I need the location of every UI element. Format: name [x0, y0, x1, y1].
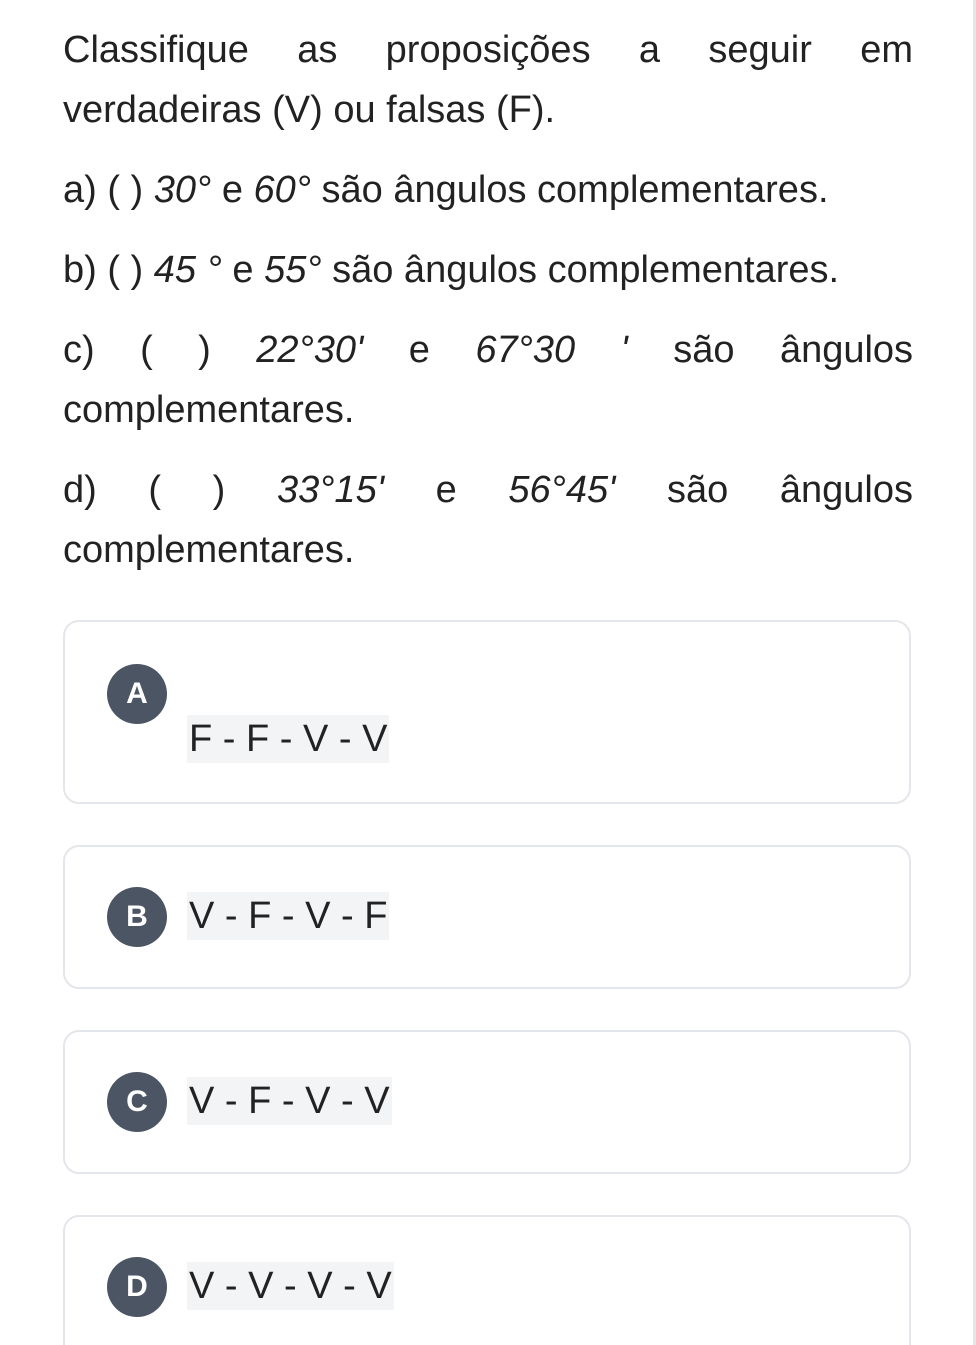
proposition-b-suffix: são ângulos complementares.: [332, 249, 840, 291]
option-text-a: F - F - V - V: [187, 715, 389, 763]
option-text-c: V - F - V - V: [187, 1077, 392, 1125]
proposition-a: [63, 160, 913, 220]
answer-option-c[interactable]: [63, 1030, 911, 1174]
question-title-line-1: Classifique as proposições a seguir em: [63, 29, 913, 71]
proposition-a-suffix: são ângulos complementares.: [321, 169, 829, 211]
proposition-b-prefix: b) ( ): [63, 249, 144, 291]
proposition-d-suffix: são ângulos: [666, 469, 913, 511]
answer-option-b[interactable]: [63, 845, 911, 989]
proposition-b-angle-1: 45 °: [153, 249, 222, 291]
option-letter-badge-c: C: [107, 1072, 167, 1132]
proposition-b: [63, 240, 913, 300]
option-letter-badge-b: B: [107, 887, 167, 947]
proposition-b-angle-2: 55°: [264, 249, 322, 291]
proposition-a-join: e: [221, 169, 243, 211]
proposition-c-angle-2: 67°30 ': [475, 329, 628, 371]
proposition-d: [63, 460, 913, 580]
proposition-c-suffix: são ângulos: [673, 329, 914, 371]
option-text-b: V - F - V - F: [187, 892, 389, 940]
proposition-a-angle-2: 60°: [253, 169, 311, 211]
proposition-c-prefix: c) ( ): [63, 329, 211, 371]
proposition-d-angle-1: 33°15': [276, 469, 384, 511]
question-statement: [63, 20, 913, 140]
proposition-c: [63, 320, 913, 440]
proposition-c-angle-1: 22°30': [256, 329, 364, 371]
option-letter-badge-d: D: [107, 1257, 167, 1317]
proposition-d-prefix: d) ( ): [63, 469, 226, 511]
option-letter-badge-a: A: [107, 664, 167, 724]
answer-option-d[interactable]: [63, 1215, 911, 1345]
proposition-d-join: e: [435, 469, 457, 511]
proposition-d-angle-2: 56°45': [508, 469, 616, 511]
proposition-c-suffix-2: complementares.: [63, 389, 355, 431]
proposition-b-join: e: [232, 249, 254, 291]
proposition-a-angle-1: 30°: [153, 169, 212, 211]
option-text-d: V - V - V - V: [187, 1262, 394, 1310]
proposition-a-prefix: a) ( ): [63, 169, 144, 211]
proposition-c-join: e: [408, 329, 430, 371]
proposition-d-suffix-2: complementares.: [63, 529, 355, 571]
answer-option-a[interactable]: [63, 620, 911, 804]
question-title-line-2: verdadeiras (V) ou falsas (F).: [63, 89, 556, 131]
